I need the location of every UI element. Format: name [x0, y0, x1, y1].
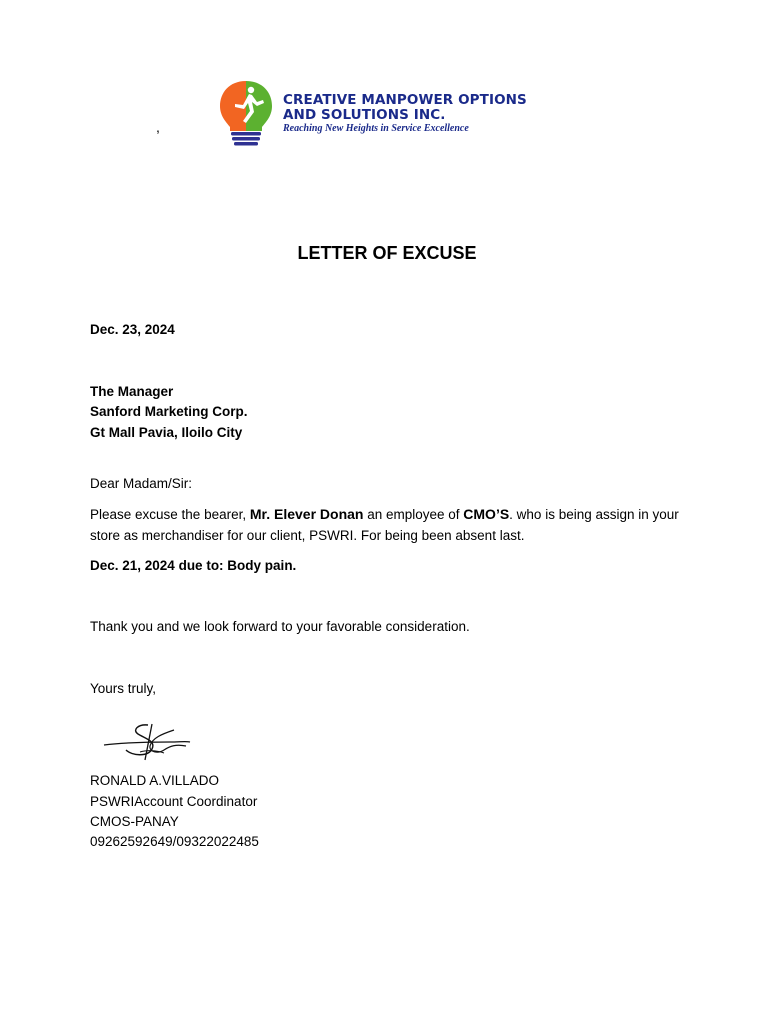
body-paragraph: [90, 504, 690, 546]
logo-tagline: Reaching New Heights in Service Excellence: [283, 123, 469, 134]
logo-company-name-line1: CREATIVE MANPOWER OPTIONS: [283, 92, 527, 108]
signatory-name: RONALD A.VILLADO: [90, 773, 220, 788]
company-logo: [215, 78, 565, 148]
thank-you-line: Thank you and we look forward to your favorable consideration.: [90, 619, 470, 634]
recipient-line-2: Sanford Marketing Corp.: [90, 404, 248, 419]
closing-line: Yours truly,: [90, 681, 157, 696]
body-text-1: Please excuse the bearer,: [90, 507, 250, 522]
recipient-line-1: The Manager: [90, 384, 174, 399]
signatory-office: CMOS-PANAY: [90, 814, 179, 829]
company-abbreviation: CMO’S: [463, 506, 510, 522]
letter-title: LETTER OF EXCUSE: [297, 243, 477, 263]
logo-company-name-line2: AND SOLUTIONS INC.: [283, 107, 446, 123]
lightbulb-runner-icon: [215, 78, 277, 148]
signatory-phone: 09262592649/09322022485: [90, 834, 259, 849]
signatory-title: PSWRIAccount Coordinator: [90, 794, 258, 809]
letter-date: Dec. 23, 2024: [90, 322, 175, 337]
salutation: Dear Madam/Sir:: [90, 476, 193, 491]
stray-comma: ,: [156, 119, 160, 135]
body-text-3: . who is being assign in your store as merchandiser for our client, PSWRI. For being been absent last.: [90, 507, 679, 543]
employee-name: Mr. Elever Donan: [249, 506, 364, 522]
recipient-line-3: Gt Mall Pavia, Iloilo City: [90, 425, 243, 440]
handwritten-signature: [90, 712, 216, 770]
absence-date-reason: Dec. 21, 2024 due to: Body pain.: [90, 558, 297, 573]
body-text-2: an employee of: [363, 507, 464, 522]
